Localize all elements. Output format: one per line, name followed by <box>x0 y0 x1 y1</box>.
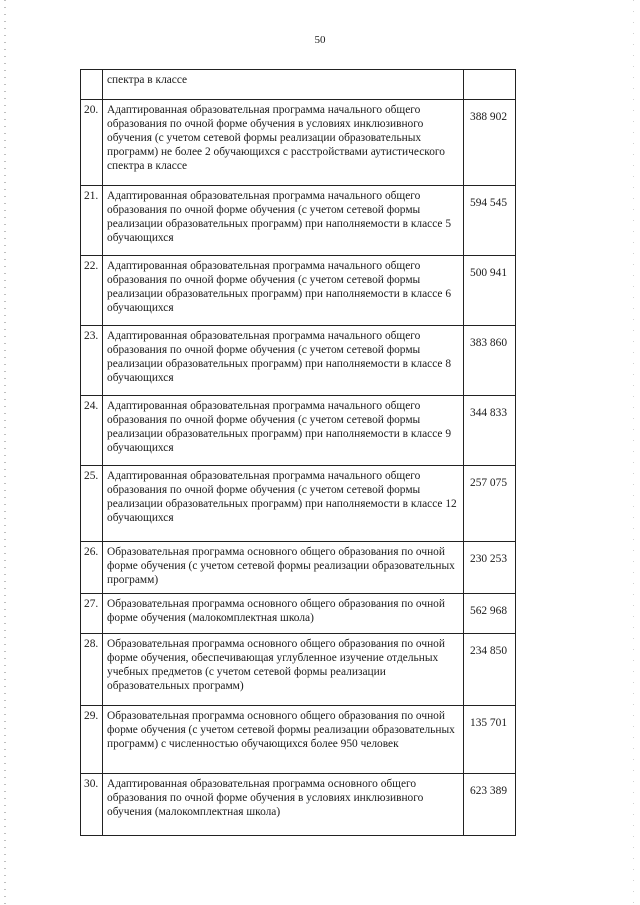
cost-value: 344 833 <box>464 396 516 466</box>
table-row <box>81 706 516 774</box>
row-number <box>81 70 103 100</box>
row-number: 24. <box>81 396 103 466</box>
table-row <box>81 634 516 706</box>
table-row <box>81 256 516 326</box>
cost-value: 383 860 <box>464 326 516 396</box>
table-body <box>81 70 516 836</box>
row-number: 25. <box>81 466 103 542</box>
table-row <box>81 774 516 836</box>
cost-value: 388 902 <box>464 100 516 186</box>
program-description: Адаптированная образовательная программа начального общего образования по очной форме обучения (с учетом сетевой формы реализации образовательных программ) при наполняемости в классе 6 обучающихся <box>103 256 464 326</box>
cost-value: 500 941 <box>464 256 516 326</box>
page-number: 50 <box>314 34 326 46</box>
table-row <box>81 594 516 634</box>
row-number: 27. <box>81 594 103 634</box>
cost-value: 562 968 <box>464 594 516 634</box>
program-description: Адаптированная образовательная программа основного общего образования по очной форме обучения в условиях инклюзивного обучения (малокомплектная школа) <box>103 774 464 836</box>
program-description: Адаптированная образовательная программа начального общего образования по очной форме обучения (с учетом сетевой формы реализации образовательных программ) при наполняемости в классе 9 обучающихся <box>103 396 464 466</box>
table-row <box>81 186 516 256</box>
table-row <box>81 466 516 542</box>
row-number: 21. <box>81 186 103 256</box>
table-row <box>81 542 516 594</box>
row-number: 29. <box>81 706 103 774</box>
program-description: Образовательная программа основного общего образования по очной форме обучения (с учетом сетевой формы реализации образовательных программ) с численностью обучающихся более 950 человек <box>103 706 464 774</box>
table-row <box>81 326 516 396</box>
scan-edge-right <box>633 0 634 905</box>
program-description: Адаптированная образовательная программа начального общего образования по очной форме обучения (с учетом сетевой формы реализации образовательных программ) при наполняемости в классе 8 обучающихся <box>103 326 464 396</box>
cost-table <box>80 69 516 836</box>
cost-value <box>464 70 516 100</box>
program-description: спектра в классе <box>103 70 464 100</box>
row-number: 22. <box>81 256 103 326</box>
program-description: Адаптированная образовательная программа начального общего образования по очной форме обучения (с учетом сетевой формы реализации образовательных программ) при наполняемости в классе 5 обучающихся <box>103 186 464 256</box>
program-description: Образовательная программа основного общего образования по очной форме обучения (с учетом сетевой формы реализации образовательных программ) <box>103 542 464 594</box>
row-number: 26. <box>81 542 103 594</box>
program-description: Адаптированная образовательная программа начального общего образования по очной форме обучения в условиях инклюзивного обучения (с учетом сетевой формы реализации образовательных программ) не более 2 обучающихся с расстройствами аутистического спектра в классе <box>103 100 464 186</box>
table-row <box>81 100 516 186</box>
row-number: 20. <box>81 100 103 186</box>
program-description: Адаптированная образовательная программа начального общего образования по очной форме обучения (с учетом сетевой формы реализации образовательных программ) при наполняемости в классе 12 обучающихся <box>103 466 464 542</box>
program-description: Образовательная программа основного общего образования по очной форме обучения, обеспечивающая углубленное изучение отдельных учебных предметов (с учетом сетевой формы реализации образовательных программ) <box>103 634 464 706</box>
program-description: Образовательная программа основного общего образования по очной форме обучения (малокомплектная школа) <box>103 594 464 634</box>
row-number: 30. <box>81 774 103 836</box>
cost-value: 623 389 <box>464 774 516 836</box>
cost-value: 230 253 <box>464 542 516 594</box>
row-number: 28. <box>81 634 103 706</box>
scan-edge-left <box>4 0 6 905</box>
cost-value: 135 701 <box>464 706 516 774</box>
table-row <box>81 70 516 100</box>
cost-value: 594 545 <box>464 186 516 256</box>
cost-value: 234 850 <box>464 634 516 706</box>
row-number: 23. <box>81 326 103 396</box>
cost-value: 257 075 <box>464 466 516 542</box>
table-row <box>81 396 516 466</box>
